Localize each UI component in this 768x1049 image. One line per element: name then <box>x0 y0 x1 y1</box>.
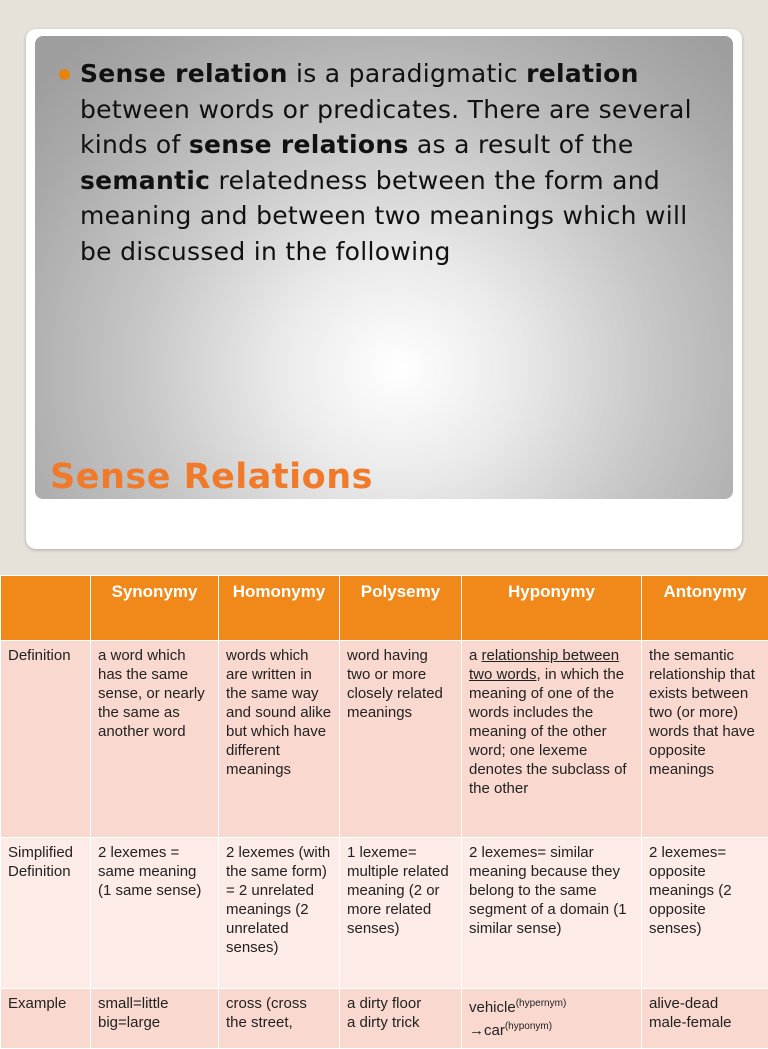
example-line: a dirty floor <box>347 994 454 1013</box>
cell-definition-antonymy: the semantic relationship that exists between two (or more) words that have opposite meanings <box>642 641 768 838</box>
cell-simplified-homonymy: 2 lexemes (with the same form) = 2 unrelated meanings (2 unrelated senses) <box>219 838 340 989</box>
cell-definition-homonymy: words which are written in the same way and sound alike but which have different meanings <box>219 641 340 838</box>
example-superscript: (hypernym) <box>516 998 567 1009</box>
example-line <box>469 1017 634 1040</box>
cell-definition-synonymy: a word which has the same sense, or nearly the same as another word <box>91 641 219 838</box>
header-synonymy: Synonymy <box>91 576 219 641</box>
header-antonymy: Antonymy <box>642 576 768 641</box>
slide-title: Sense Relations <box>50 457 373 497</box>
header-homonymy: Homonymy <box>219 576 340 641</box>
table-row-definition <box>1 641 768 838</box>
row-label-definition: Definition <box>1 641 91 838</box>
table-header-row <box>1 576 768 641</box>
text-segment: a <box>469 647 482 664</box>
row-label-example: Example <box>1 989 91 1049</box>
cell-example-antonymy <box>642 989 768 1049</box>
text-segment: between words or predicates. There are several kinds of <box>80 95 692 160</box>
cell-simplified-polysemy: 1 lexeme= multiple related meaning (2 or more related senses) <box>340 838 462 989</box>
term-semantic: semantic <box>80 166 210 195</box>
bullet-paragraph <box>80 56 720 270</box>
example-line: small=little <box>98 994 211 1013</box>
example-line: big=large <box>98 1013 211 1032</box>
text-segment: relatedness between the form and meaning and between two meanings which will be discussed in the following <box>80 166 688 266</box>
example-line: alive-dead <box>649 994 761 1013</box>
cell-example-polysemy <box>340 989 462 1049</box>
row-label-simplified: Simplified Definition <box>1 838 91 989</box>
example-word: vehicle <box>469 999 516 1016</box>
header-polysemy: Polysemy <box>340 576 462 641</box>
example-line: the street, <box>226 1013 332 1032</box>
slide-content <box>35 36 733 499</box>
cell-simplified-synonymy: 2 lexemes = same meaning (1 same sense) <box>91 838 219 989</box>
cell-definition-hyponymy <box>462 641 642 838</box>
cell-simplified-antonymy: 2 lexemes= opposite meanings (2 opposite senses) <box>642 838 768 989</box>
text-segment: as a result of the <box>409 130 634 159</box>
header-empty <box>1 576 91 641</box>
header-hyponymy: Hyponymy <box>462 576 642 641</box>
term-sense-relations: sense relations <box>189 130 409 159</box>
text-segment: is a paradigmatic <box>288 59 526 88</box>
example-line: a dirty trick <box>347 1013 454 1032</box>
example-line <box>469 994 634 1017</box>
term-relation: relation <box>526 59 639 88</box>
cell-example-hyponymy <box>462 989 642 1049</box>
cell-definition-polysemy: word having two or more closely related meanings <box>340 641 462 838</box>
table-row-simplified <box>1 838 768 989</box>
example-line: cross (cross <box>226 994 332 1013</box>
example-word: car <box>484 1022 505 1039</box>
cell-example-homonymy <box>219 989 340 1049</box>
example-line: male-female <box>649 1013 761 1032</box>
bullet-dot-icon <box>59 69 70 80</box>
arrow-icon: → <box>469 1022 484 1039</box>
slide-frame <box>26 29 742 549</box>
term-sense-relation: Sense relation <box>80 59 288 88</box>
table-row-example <box>1 989 768 1049</box>
sense-relations-table <box>0 575 768 1049</box>
example-superscript: (hyponym) <box>505 1021 552 1032</box>
cell-simplified-hyponymy: 2 lexemes= similar meaning because they belong to the same segment of a domain (1 similar sense) <box>462 838 642 989</box>
cell-example-synonymy <box>91 989 219 1049</box>
relationship-link[interactable]: relationship between two words <box>469 647 619 683</box>
text-segment: , in which the meaning of one of the words includes the meaning of the other word; one lexeme denotes the subclass of the other <box>469 666 627 797</box>
